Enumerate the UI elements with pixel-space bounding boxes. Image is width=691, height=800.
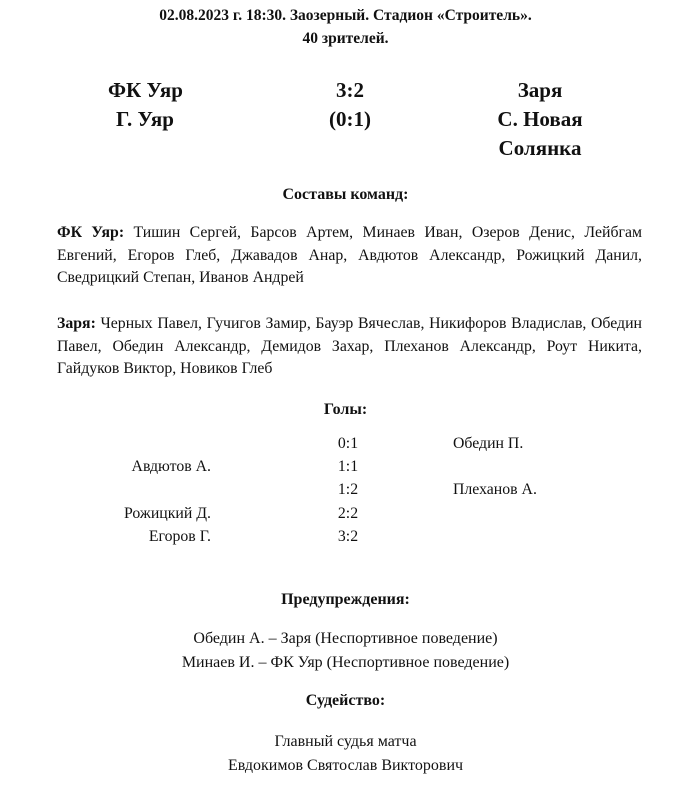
goal-score: 3:2 [337, 528, 359, 545]
away-team-city-line1: С. Новая [497, 107, 583, 131]
referee-title: Судейство: [305, 692, 386, 709]
home-team-city: Г. Уяр [116, 107, 174, 131]
goal-away-scorer: Плеханов А. [453, 481, 537, 498]
goal-row [0, 503, 691, 526]
attendance: 40 зрителей. [302, 30, 389, 47]
goal-home-scorer: Егоров Г. [148, 528, 211, 545]
warning-item: Минаев И. – ФК Уяр (Неспортивное поведение) [181, 654, 510, 671]
goal-score: 2:2 [337, 505, 359, 522]
goal-row [0, 526, 691, 549]
goal-home-scorer: Рожицкий Д. [124, 505, 211, 522]
goal-home-scorer: Авдютов А. [131, 458, 211, 475]
away-team-city-line2: Солянка [498, 136, 582, 160]
warning-item: Обедин А. – Заря (Неспортивное поведение) [193, 630, 498, 647]
lineups-title: Составы команд: [282, 186, 409, 203]
away-team-name: Заря [517, 78, 563, 102]
referee-role: Главный судья матча [274, 733, 417, 750]
goal-score: 0:1 [337, 435, 359, 452]
match-date-venue: 02.08.2023 г. 18:30. Заозерный. Стадион «Строитель». [159, 7, 532, 24]
warnings-title: Предупреждения: [281, 591, 410, 608]
final-score: 3:2 [336, 78, 364, 102]
goal-row [0, 433, 691, 456]
home-lineup [57, 222, 642, 290]
home-lineup-label: ФК Уяр: [57, 224, 125, 241]
halftime-score: (0:1) [329, 107, 371, 131]
goal-row [0, 456, 691, 479]
away-lineup-label: Заря: [57, 315, 96, 332]
goal-away-scorer: Обедин П. [453, 435, 524, 452]
home-team-name: ФК Уяр [108, 78, 183, 102]
goals-title: Голы: [323, 401, 368, 418]
goal-score: 1:1 [337, 458, 359, 475]
away-lineup-players: Черных Павел, Гучигов Замир, Бауэр Вячеслав, Никифоров Владислав, Обедин Павел, Обедин Александр, Демидов Захар, Плеханов Александр, Роут Никита, Гайдуков Виктор, Новиков Глеб [57, 315, 642, 377]
home-lineup-players: Тишин Сергей, Барсов Артем, Минаев Иван, Озеров Денис, Лейбгам Евгений, Егоров Глеб, Джавадов Анар, Авдютов Александр, Рожицкий Данил, Сведрицкий Степан, Иванов Андрей [57, 224, 642, 286]
referee-name: Евдокимов Святослав Викторович [227, 757, 464, 774]
away-lineup [57, 313, 642, 381]
goals-table [0, 433, 691, 553]
goal-score: 1:2 [337, 481, 359, 498]
goal-row [0, 479, 691, 502]
